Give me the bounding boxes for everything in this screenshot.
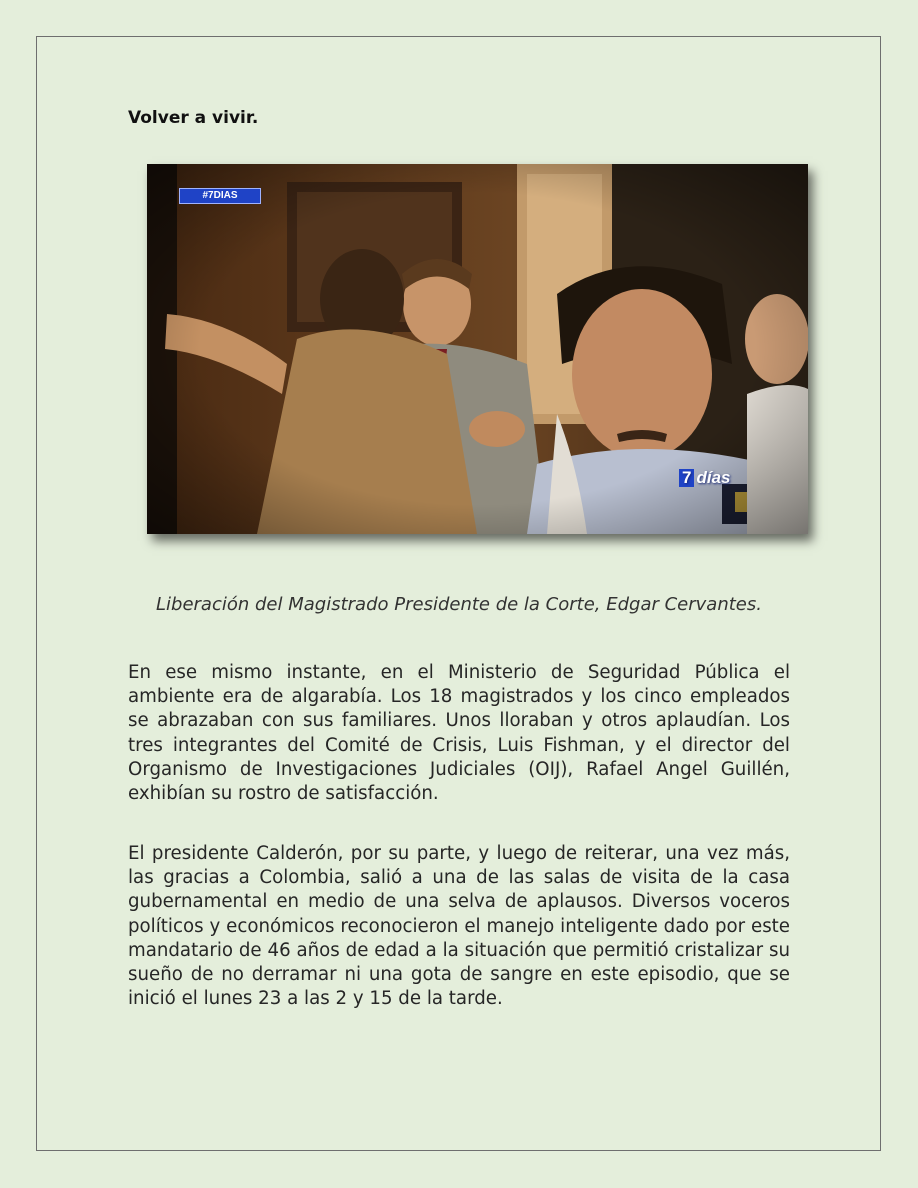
- logo-text: días: [696, 468, 731, 487]
- news-photo: [147, 164, 808, 534]
- body-paragraph-1: En ese mismo instante, en el Ministerio de Seguridad Pública el ambiente era de algarabía. Los 18 magistrados y los cinco empleados se abrazaban con sus familiares. Unos lloraban y otros aplaudían. Los tres integrantes del Comité de Crisis, Luis Fishman, y el director del Organismo de Investigaciones Judiciales (OIJ), Rafael Angel Guillén, exhibían su rostro de satisfacción.: [128, 662, 790, 805]
- channel-logo: [679, 469, 731, 487]
- section-heading: Volver a vivir.: [128, 108, 259, 128]
- channel-badge: #7DIAS: [179, 188, 261, 204]
- logo-number: 7: [679, 469, 694, 487]
- photo-caption: Liberación del Magistrado Presidente de la Corte, Edgar Cervantes.: [156, 594, 762, 615]
- body-paragraph-2: El presidente Calderón, por su parte, y luego de reiterar, una vez más, las gracias a Colombia, salió a una de las salas de visita de la casa gubernamental en medio de una selva de aplausos. Diversos voceros políticos y económicos reconocieron el manejo inteligente dado por este mandatario de 46 años de edad a la situación que permitió cristalizar su sueño de no derramar ni una gota de sangre en este episodio, que se inició el lunes 23 a las 2 y 15 de la tarde.: [128, 843, 790, 1010]
